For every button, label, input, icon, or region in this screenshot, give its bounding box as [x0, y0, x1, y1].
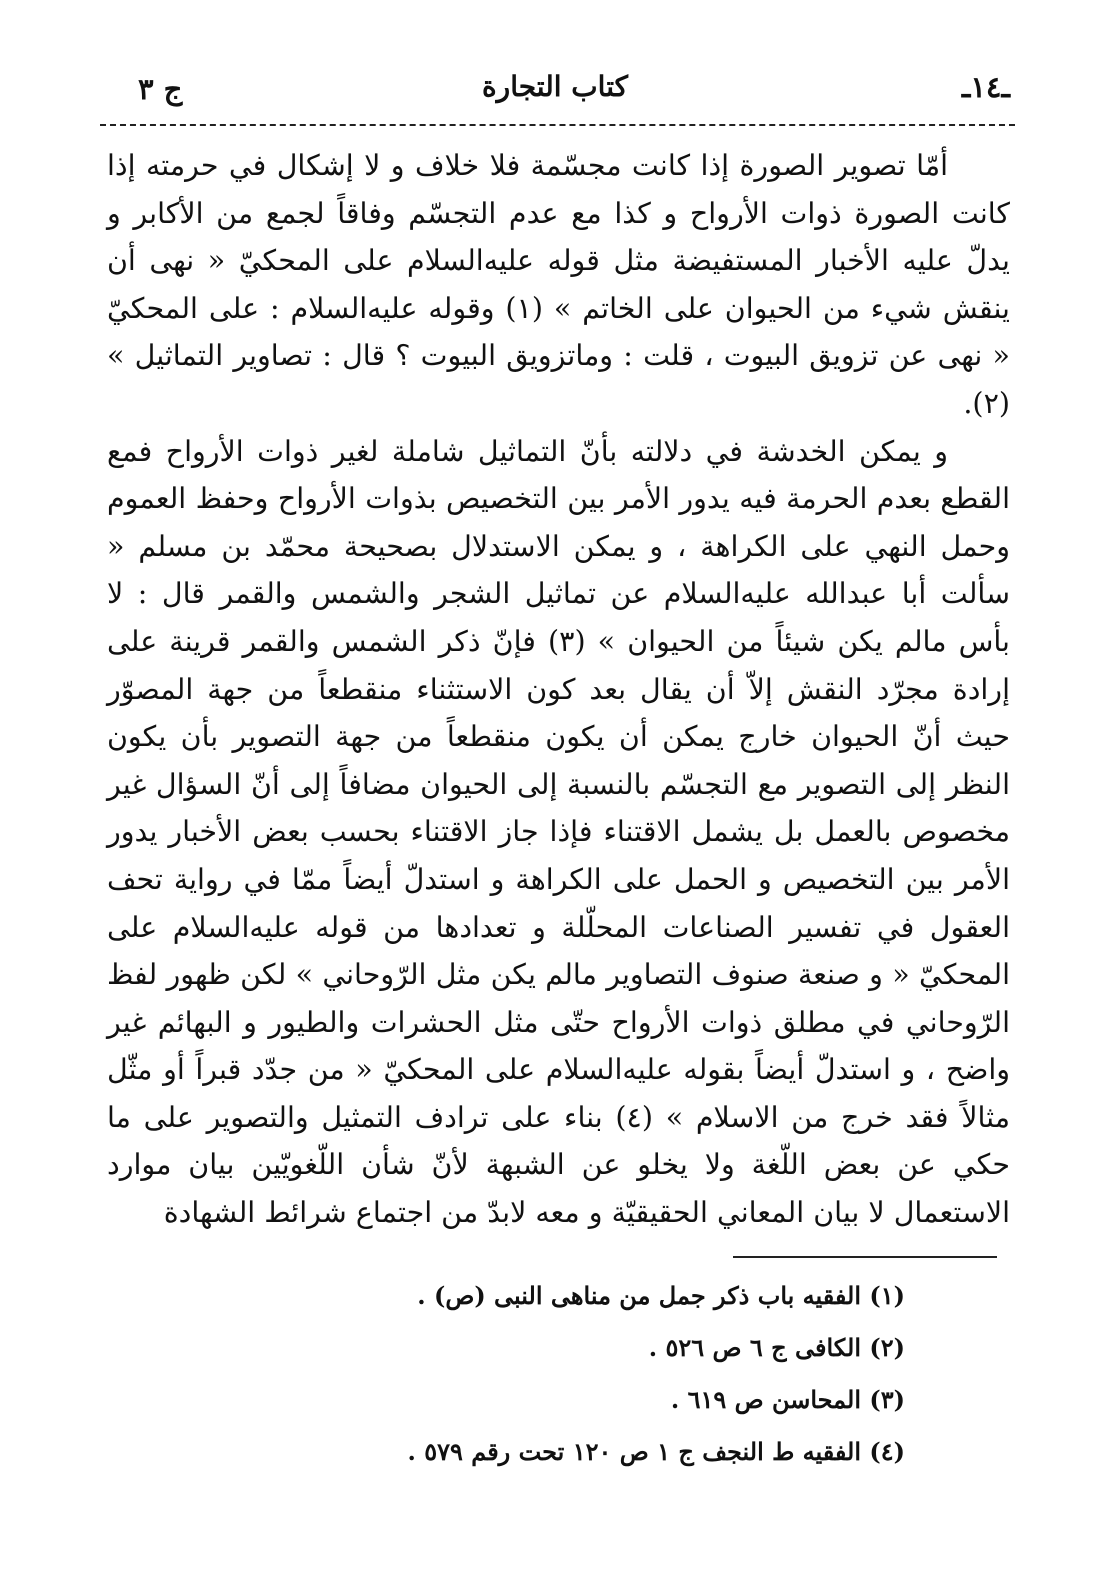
- volume-number: ج ٣: [138, 72, 183, 106]
- footnotes: [107, 1270, 905, 1478]
- page-number: ـ١٤ـ: [961, 70, 1010, 104]
- footnote: (٢) الكافى ج ٦ ص ٥٢٦ .: [648, 1333, 905, 1362]
- book-title: كتاب التجارة: [482, 70, 628, 103]
- header-divider: [100, 124, 1015, 126]
- paragraph: أمّا تصوير الصورة إذا كانت مجسّمة فلا خلاف و لا إشكال في حرمته إذا كانت الصورة ذوات الأرواح و كذا مع عدم التجسّم وفاقاً لجمع من الأكابر و يدلّ عليه الأخبار المستفيضة مثل قوله عليه‌السلام على المحكيّ « نهى أن ينقش شيء من الحيوان على الخاتم » (١) وقوله عليه‌السلام : على المحكيّ « نهى عن تزويق البيوت ، قلت : وماتزويق البيوت ؟ قال : تصاوير التماثيل » (٢).: [107, 149, 1010, 420]
- footnote: (٣) المحاسن ص ٦١٩ .: [670, 1385, 905, 1414]
- footnote-divider: [733, 1256, 997, 1258]
- footnote: (١) الفقيه باب ذكر جمل من مناهى النبى (ص) .: [417, 1281, 905, 1310]
- paragraph: و يمكن الخدشة في دلالته بأنّ التماثيل شاملة لغير ذوات الأرواح فمع القطع بعدم الحرمة فيه يدور الأمر بين التخصيص بذوات الأرواح وحفظ العموم وحمل النهي على الكراهة ، و يمكن الاستدلال بصحيحة محمّد بن مسلم « سألت أبا عبدالله عليه‌السلام عن تماثيل الشجر والشمس والقمر قال : لا بأس مالم يكن شيئاً من الحيوان » (٣) فإنّ ذكر الشمس والقمر قرينة على إرادة مجرّد النقش إلاّ أن يقال بعد كون الاستثناء منقطعاً من جهة المصوّر حيث أنّ الحيوان خارج يمكن أن يكون منقطعاً من جهة التصوير بأن يكون النظر إلى التصوير مع التجسّم بالنسبة إلى الحيوان مضافاً إلى أنّ السؤال غير مخصوص بالعمل بل يشمل الاقتناء فإذا جاز الاقتناء بحسب بعض الأخبار يدور الأمر بين التخصيص و الحمل على الكراهة و استدلّ أيضاً ممّا في رواية تحف العقول في تفسير الصناعات المحلّلة و تعدادها من قوله عليه‌السلام على المحكيّ « و صنعة صنوف التصاوير مالم يكن مثل الرّوحاني » لكن ظهور لفظ الرّوحاني في مطلق ذوات الأرواح حتّى مثل الحشرات والطيور و البهائم غير واضح ، و استدلّ أيضاً بقوله عليه‌السلام على المحكيّ « من جدّد قبراً أو مثّل مثالاً فقد خرج من الاسلام » (٤) بناء على ترادف التمثيل والتصوير على ما حكي عن بعض اللّغة ولا يخلو عن الشبهة لأنّ شأن اللّغويّين بيان موارد الاستعمال لا بيان المعاني الحقيقيّة و معه لابدّ من اجتماع شرائط الشهادة: [107, 434, 1010, 1230]
- footnote: (٤) الفقيه ط النجف ج ١ ص ١٢٠ تحت رقم ٥٧٩ .: [407, 1437, 905, 1466]
- running-header: [100, 64, 1010, 114]
- main-text: [107, 142, 1010, 1237]
